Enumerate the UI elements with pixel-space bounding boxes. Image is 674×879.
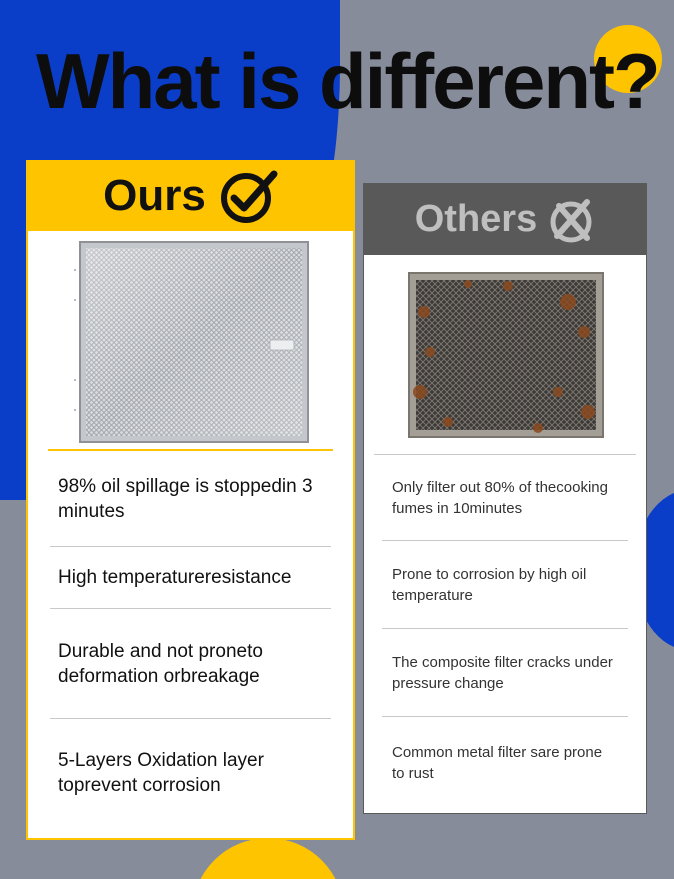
- ours-image-area: [48, 231, 333, 451]
- ours-item: 5-Layers Oxidation layer toprevent corrosion: [58, 750, 264, 796]
- others-item: Common metal filter sare prone to rust: [392, 744, 603, 782]
- rusty-filter-image: [408, 272, 604, 438]
- ours-item: Durable and not proneto deformation orbreakage: [50, 609, 331, 719]
- others-item: Only filter out 80% of thecooking fumes in 10minutes: [382, 455, 628, 541]
- others-feature-list: [364, 455, 646, 809]
- ours-card: [26, 160, 355, 840]
- others-header-label: Others: [414, 198, 538, 240]
- others-image-area: [374, 255, 636, 455]
- others-header: [364, 184, 646, 255]
- others-item: Prone to corrosion by high oil temperature: [382, 541, 628, 629]
- x-circle-icon: [547, 196, 595, 244]
- others-item: The composite filter cracks under pressure change: [382, 629, 628, 717]
- ours-item: 98% oil spillage is stoppedin 3 minutes: [50, 451, 331, 547]
- background-yellow-circle-bottom: [192, 838, 344, 879]
- ours-item: High temperatureresistance: [50, 547, 331, 609]
- check-circle-icon: [218, 168, 278, 224]
- others-card: [363, 183, 647, 814]
- ours-feature-list: [28, 451, 353, 827]
- clean-filter-image: [74, 240, 312, 446]
- ours-header-label: Ours: [103, 170, 206, 220]
- page-title: What is different?: [36, 37, 659, 125]
- ours-header: [28, 160, 353, 231]
